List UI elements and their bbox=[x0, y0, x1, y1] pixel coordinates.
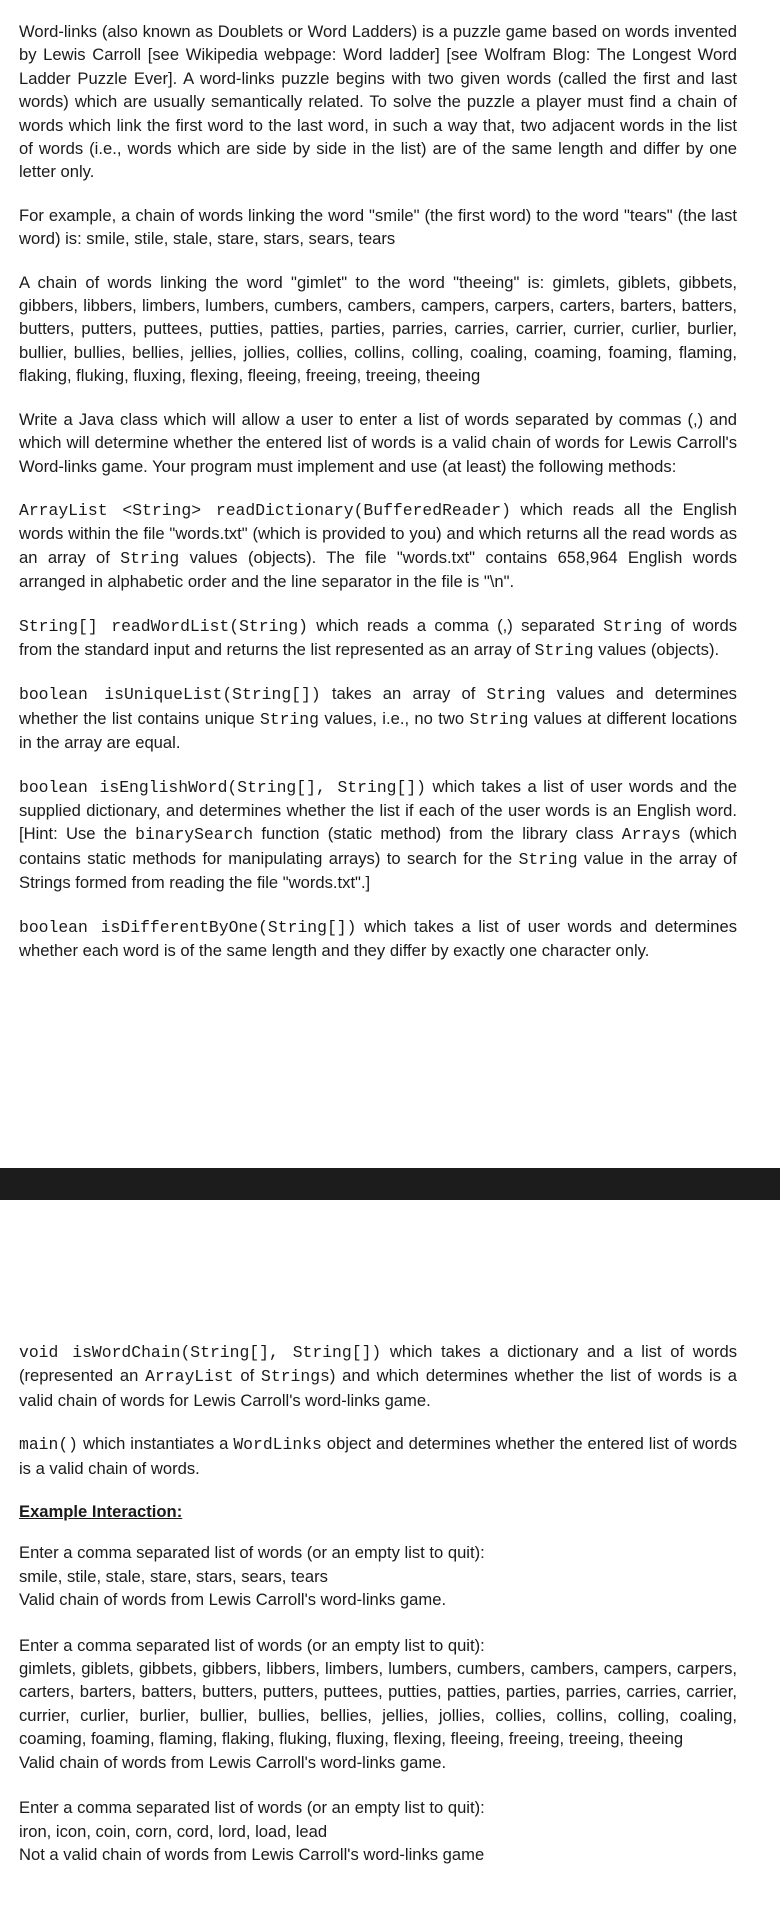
code-term: String bbox=[534, 640, 594, 660]
example-interaction-1 bbox=[19, 1541, 737, 1611]
method-signature: boolean isUniqueList(String[]) bbox=[19, 685, 321, 705]
method-description: values (objects). bbox=[593, 639, 720, 659]
code-term: String bbox=[469, 709, 529, 729]
code-term: ArrayList bbox=[145, 1367, 234, 1387]
method-description: which takes a list of user words and determines whether each word is of the same length and they differ by exactly one character only. bbox=[19, 916, 737, 960]
method-description: which instantiates a bbox=[78, 1434, 234, 1454]
method-signature: void isWordChain(String[], String[]) bbox=[19, 1343, 382, 1362]
code-term: Arrays bbox=[621, 825, 681, 845]
intro-paragraph-3: A chain of words linking the word "gimlet" to the word "theeing" is: gimlets, giblets, gibbets, gibbers, libbers, limbers, lumbers, cumbers, cambers, campers, carpers, carters, barters, batters, butters, putters, puttees, putties, patties, parties, parries, carries, carrier, currier, curlier, burlier, bullier, bullies, bellies, jellies, jollies, collies, collins, colling, coaling, coaming, foaming, flaming, flaking, fluking, fluxing, flexing, fleeing, freeing, treeing, theeing bbox=[19, 272, 737, 386]
method-description: object and determines whether the entered list of words is a valid chain of words. bbox=[19, 1434, 737, 1478]
method-description: function (static method) from the library class bbox=[253, 824, 622, 844]
method-description: (which contains static methods for manipulating arrays) to search for the bbox=[19, 824, 738, 868]
method-read-dictionary bbox=[19, 498, 737, 594]
example-interaction-3 bbox=[19, 1796, 737, 1866]
method-description: value in the array of Strings formed from reading the file "words.txt".] bbox=[19, 848, 737, 893]
document-top-section bbox=[19, 20, 737, 982]
interaction-prompt: Enter a comma separated list of words (or an empty list to quit): bbox=[19, 1543, 485, 1563]
method-description: values at different locations in the array are equal. bbox=[19, 708, 737, 753]
code-term: String bbox=[486, 685, 546, 705]
code-term: String bbox=[603, 616, 663, 636]
code-term: binarySearch bbox=[135, 825, 254, 845]
method-signature: ArrayList <String> readDictionary(BufferedReader) bbox=[19, 500, 511, 520]
example-interaction-2 bbox=[19, 1634, 737, 1774]
interaction-input: gimlets, giblets, gibbets, gibbers, libbers, limbers, lumbers, cumbers, cambers, campers, carpers, carters, barters, batters, butters, putters, puttees, putties, patties, parties, parries, carries, carrier, currier, curlier, burlier, bullier, bullies, bellies, jellies, jollies, collies, collins, colling, coaling, coaming, foaming, flaming, flaking, fluking, fluxing, flexing, fleeing, freeing, treeing, theeing bbox=[19, 1659, 737, 1749]
interaction-input: iron, icon, coin, corn, cord, lord, load, lead bbox=[19, 1821, 328, 1841]
code-term: Strings bbox=[261, 1367, 330, 1387]
example-heading: Example Interaction: bbox=[19, 1502, 183, 1522]
method-signature: boolean isEnglishWord(String[], String[]) bbox=[19, 777, 426, 797]
method-description: takes an array of bbox=[320, 684, 487, 704]
intro-paragraph-4: Write a Java class which will allow a user to enter a list of words separated by commas (,) and which will determine whether the entered list of words is a valid chain of words for Lewis Carroll's Word-links game. Your program must implement and use (at least) the following methods: bbox=[19, 409, 737, 476]
interaction-result: Valid chain of words from Lewis Carroll's word-links game. bbox=[19, 1590, 447, 1610]
interaction-result: Valid chain of words from Lewis Carroll's word-links game. bbox=[19, 1752, 447, 1772]
page-break-bar bbox=[0, 1168, 780, 1200]
method-description: which takes a list of user words and the supplied dictionary, and determines whether the list if each of the user words is an English word. [Hint: Use the bbox=[19, 776, 737, 844]
method-description: of words from the standard input and returns the list represented as an array of bbox=[19, 615, 737, 659]
method-description: which takes a dictionary and a list of words (represented an bbox=[19, 1342, 737, 1386]
interaction-result: Not a valid chain of words from Lewis Carroll's word-links game bbox=[19, 1844, 485, 1864]
interaction-prompt: Enter a comma separated list of words (or an empty list to quit): bbox=[19, 1798, 485, 1818]
method-description: values (objects). The file "words.txt" contains 658,964 English words arranged in alphabetic order and the line separator in the file is "\n". bbox=[19, 547, 737, 592]
method-read-word-list bbox=[19, 614, 737, 663]
method-signature: String[] readWordList(String) bbox=[19, 616, 308, 636]
document-bottom-section bbox=[19, 1340, 737, 1888]
method-description: which reads a comma (,) separated bbox=[307, 615, 604, 635]
method-description: which reads all the English words within the file "words.txt" (which is provided to you) and which returns all the read words as an array of bbox=[19, 499, 737, 567]
code-term: WordLinks bbox=[233, 1435, 322, 1455]
method-main bbox=[19, 1432, 737, 1480]
method-signature: boolean isDifferentByOne(String[]) bbox=[19, 917, 357, 937]
interaction-prompt: Enter a comma separated list of words (or an empty list to quit): bbox=[19, 1635, 485, 1655]
code-term: String bbox=[120, 548, 180, 568]
method-signature: main() bbox=[19, 1435, 79, 1455]
method-description: values and determines whether the list contains unique bbox=[19, 684, 737, 728]
intro-paragraph-1: Word-links (also known as Doublets or Word Ladders) is a puzzle game based on words invented by Lewis Carroll [see Wikipedia webpage: Word ladder] [see Wolfram Blog: The Longest Word Ladder Puzzle Ever]. A word-links puzzle begins with two given words (called the first and last words) which are usually semantically related. To solve the puzzle a player must find a chain of words which link the first word to the last word, in such a way that, two adjacent words in the list of words (i.e., words which are side by side in the list) are of the same length and differ by one letter only. bbox=[19, 22, 737, 182]
method-description: ) and which determines whether the list of words is a valid chain of words for Lewis Carroll's word-links game. bbox=[19, 1366, 738, 1410]
method-is-unique-list bbox=[19, 682, 737, 754]
method-is-word-chain bbox=[19, 1340, 737, 1412]
method-is-different-by-one bbox=[19, 915, 737, 963]
method-is-english-word bbox=[19, 775, 737, 895]
method-description: of bbox=[233, 1366, 262, 1386]
intro-paragraph-2: For example, a chain of words linking the word "smile" (the first word) to the word "tears" (the last word) is: smile, stile, stale, stare, stars, sears, tears bbox=[19, 205, 737, 249]
code-term: String bbox=[518, 849, 578, 869]
method-description: values, i.e., no two bbox=[318, 708, 470, 728]
interaction-input: smile, stile, stale, stare, stars, sears, tears bbox=[19, 1566, 328, 1586]
code-term: String bbox=[259, 709, 319, 729]
